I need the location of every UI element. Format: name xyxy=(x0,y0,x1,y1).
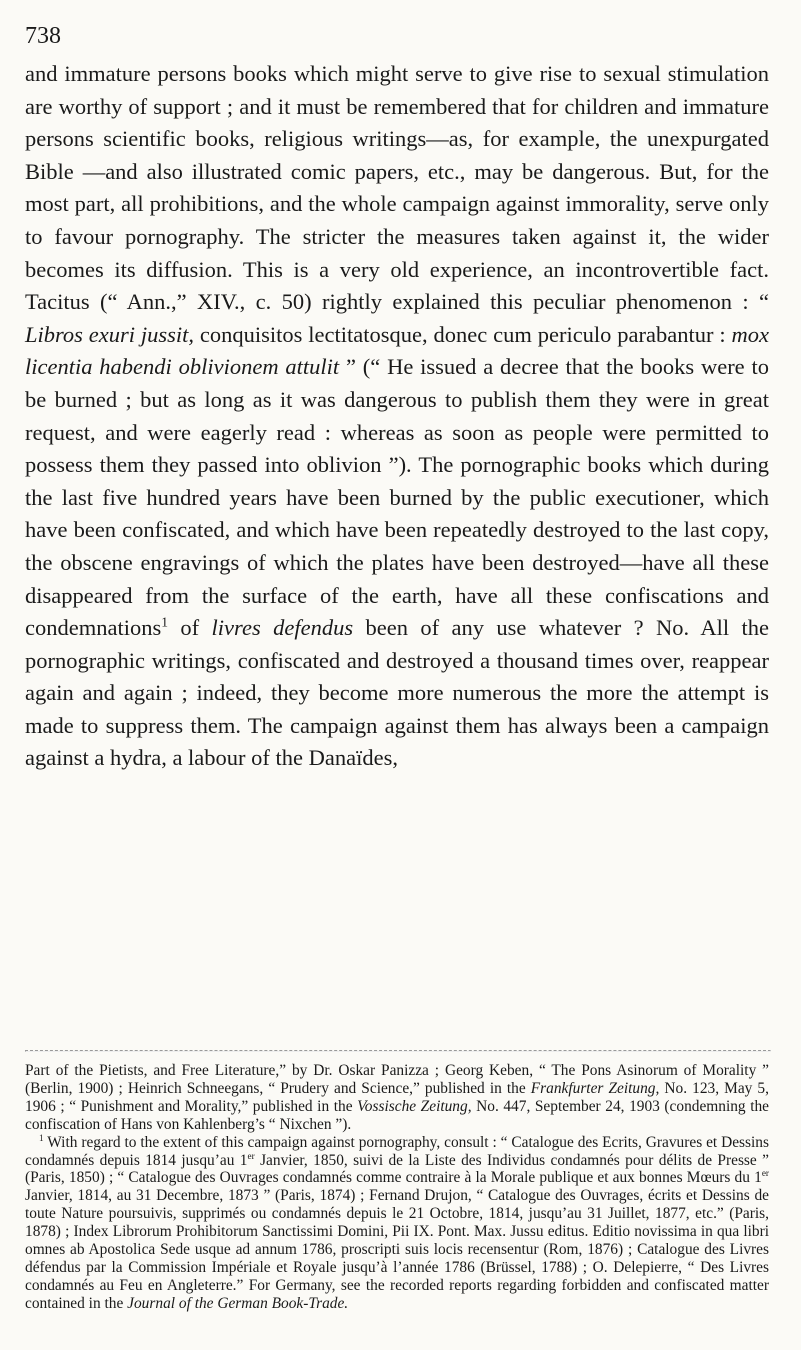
body-text-run: of xyxy=(167,615,212,641)
latin-quote: Libros exuri jussit, xyxy=(25,321,195,347)
italic-phrase: livres defendus xyxy=(211,615,354,641)
footnote-1: $^1$ With regard to the extent of this campaign against pornography, consult : “ Catalogue des Ecrits, Gravures et Dessins condamnés depuis 1814 jusqu’au 1er Janvier, 1850, suivi de la Liste des Individus condamnés pour délits de Presse ” (Paris, 1850) ; “ Catalogue des Ouvrages condamnés comme contraire à la Morale publique et aux bonnes Mœurs du 1er Janvier, 1814, au 31 Decembre, 1873 ” (Paris, 1874) ; Fernand Drujon, “ Catalogue des Ouvrages, écrits et Dessins de toute Nature poursuivis, supprimés ou condamnés depuis le 21 Octobre, 1814, jusqu’au 31 Juillet, 1877, etc.” (Paris, 1878) ; Index Librorum Prohibitorum Sanctissimi Domini, Pii IX. Pont. Max. Jussu editus. Editio novissima in qua libri omnes ab Apostolica Sede usque ad annum 1786, proscripti suis locis recensentur (Rom, 1876) ; Catalogue des Livres défendus par la Commission Impériale et Royale jusqu’à l’année 1786 (Brüssel, 1788) ; O. Delepierre, “ Des Livres condamnés au Feu en Angleterre.” For Germany, see the recorded reports regarding forbidden and confiscated matter contained in the Journal of the German Book-Trade. xyxy=(25,1132,769,1312)
body-text-run: and immature persons books which might serve to give rise to sexual stimulation are worthy of support ; and it must be remembered that for children and immature persons scientific books, religious writings—as, for example, the unexpurgated Bible —and also illustrated comic papers, etc., may be dangerous. But, for the most part, all prohibitions, and the whole campaign against immorality, serve only to favour pornography. The stricter the measures taken against it, the wider becomes its diffusion. This is a very old experience, an incontrovertible fact. Tacitus (“ Ann.,” XIV., c. 50) rightly explained this peculiar phenomenon : “ xyxy=(25,61,769,315)
latin-quote: mox licentia habendi oblivionem attulit xyxy=(25,321,769,380)
footnote-continued: Part of the Pietists, and Free Literature,” by Dr. Oskar Panizza ; Georg Keben, “ The Pons Asinorum of Morality ” (Berlin, 1900) ; Heinrich Schneegans, “ Prudery and Science,” published in the Frankfurter Zeitung, No. 123, May 5, 1906 ; “ Punishment and Morality,” published in the Vossische Zeitung, No. 447, September 24, 1903 (condemning the confiscation of Hans von Kahlenberg’s “ Nixchen ”). xyxy=(25,1062,770,1133)
footnote-divider xyxy=(25,1050,771,1052)
body-text-run: been of any use whatever ? No. All the pornographic writings, confiscated and destroyed a thousand times over, reappear again and again ; indeed, they become more numerous the more the attempt is made to suppress them. The campaign against them has always been a campaign against a hydra, a labour of the Danaïdes, xyxy=(25,615,769,771)
body-text-run: ” (“ He issued a decree that the books were to be burned ; but as long as it was dangerous to publish them they were in great request, and were eagerly read : whereas as soon as people were permitted to possess them they passed into oblivion ”). The pornographic books which during the last five hundred years have been burned by the public executioner, which have been confiscated, and which have been repeatedly destroyed to the last copy, the obscene engravings of which the plates have been destroyed—have all these disappeared from the surface of the earth, have all these confiscations and condemnations xyxy=(25,354,769,641)
body-paragraph xyxy=(25,58,769,775)
body-text-run: conquisitos lectitatosque, donec cum periculo parabantur : xyxy=(194,321,732,347)
footnote-marker: 1 xyxy=(39,1132,44,1143)
footnote-reference: 1 xyxy=(161,614,168,630)
page-number: 738 xyxy=(25,23,61,49)
journal-title: Journal of the German Book-Trade. xyxy=(127,1294,349,1312)
footnotes xyxy=(25,1062,769,1313)
